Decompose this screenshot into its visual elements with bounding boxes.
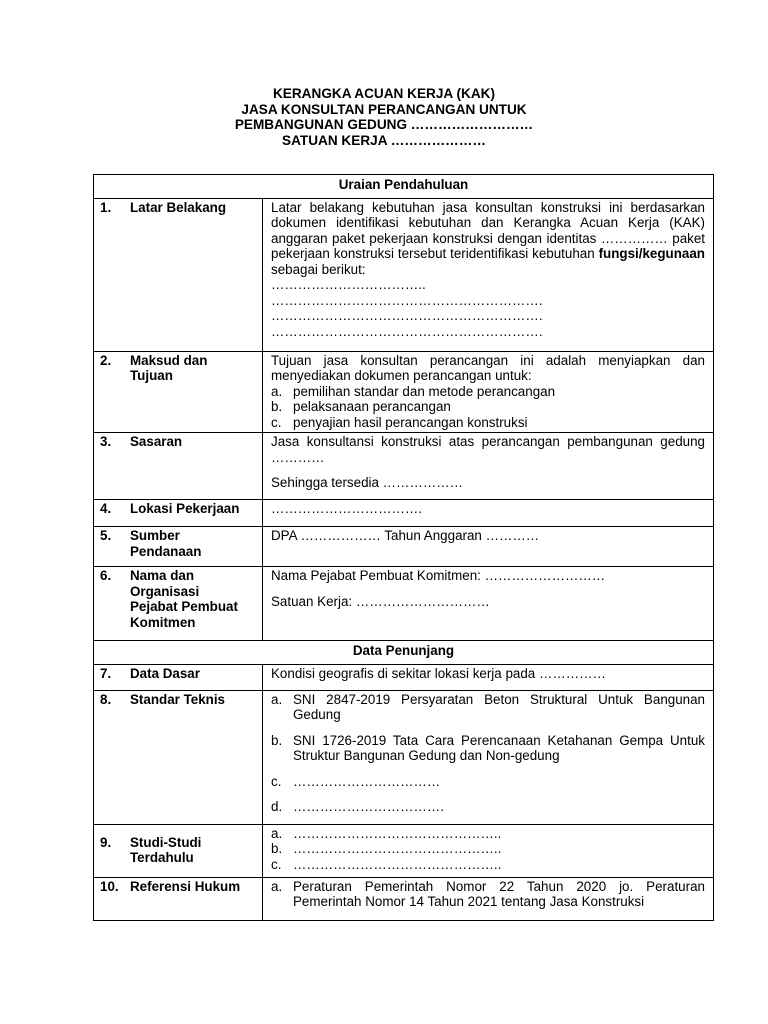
latar-belakang-text-b: sebagai berikut: [271,261,366,277]
dotted-line: ……………………………………………………. [271,308,543,323]
list-text: …………………………… [293,773,441,789]
standar-teknis-list [271,692,705,815]
row-label-cell [94,567,263,641]
row-label: Lokasi Pekerjaan [130,501,240,516]
list-marker: b. [271,399,283,414]
table-row-pejabat [94,567,714,641]
list-item [271,799,705,815]
row-content-cell [263,690,714,824]
row-label-line: Komitmen [130,614,196,630]
list-item [271,826,705,842]
row-label-cell [94,433,263,500]
fungsi-kegunaan-text: fungsi/kegunaan [598,246,705,261]
title-line-2: JASA KONSULTAN PERANCANGAN UNTUK [241,101,527,117]
list-marker: a. [271,383,283,399]
table-row-sumber-pendanaan [94,527,714,567]
sasaran-text: Jasa konsultansi konstruksi atas perancangan pembangunan gedung ………… [271,434,705,465]
latar-belakang-text-a: Latar belakang kebutuhan jasa konsultan konstruksi ini berdasarkan dokumen identifikasi kebutuhan dan Kerangka Acuan Kerja (KAK) anggaran paket pekerjaan konstruksi dengan identitas …………… paket pekerjaan konstruksi tersebut teridentifikasi kebutuhan [271,199,705,261]
row-label-cell [94,500,263,527]
row-content-cell [263,877,714,920]
row-label-cell [94,877,263,920]
data-dasar-text: Kondisi geografis di sekitar lokasi kerja pada …………… [271,665,606,681]
row-number: 6. [100,568,112,583]
row-label: Latar Belakang [130,199,227,215]
list-text: SNI 1726-2019 Tata Cara Perencanaan Ketahanan Gempa Untuk Struktur Bangunan Gedung dan Non-gedung [293,732,705,763]
list-text: ……………………………………….. [293,825,502,841]
dotted-line: ……………………………………………………. [271,292,543,308]
row-label-line: Studi-Studi [130,834,202,850]
list-item [271,774,705,790]
row-label-line: Sumber [130,528,180,543]
list-item [271,692,705,723]
row-number: 10. [100,878,119,894]
section-row-uraian [94,175,714,199]
row-label [130,353,260,384]
row-label-line: Pejabat Pembuat [130,599,238,614]
row-number: 3. [100,434,112,449]
list-text: pemilihan standar dan metode perancangan [293,383,556,399]
table-row-standar-teknis [94,690,714,824]
row-label-line: Nama dan [130,568,194,583]
row-label-cell [94,198,263,351]
row-content-cell [263,567,714,641]
row-label [130,835,260,866]
section-row-penunjang [94,641,714,665]
row-label [130,568,260,630]
list-text: ……………………………………….. [293,841,502,856]
row-label: Sasaran [130,434,183,449]
dotted-line: ……………………………………………………. [271,323,543,339]
sasaran-text-2: Sehingga tersedia ……………… [271,475,464,490]
row-number: 7. [100,665,112,681]
row-content-cell [263,351,714,433]
list-text: ……………………………………….. [293,856,502,872]
list-marker: a. [271,825,283,841]
row-label-line: Terdahulu [130,850,194,865]
title-line-4: SATUAN KERJA ………………… [282,132,486,148]
dotted-line: …………………………….. [271,277,426,292]
title-line-3: PEMBANGUNAN GEDUNG ……………………… [234,117,534,132]
table-row-lokasi [94,500,714,527]
row-number: 5. [100,528,112,543]
list-marker: c. [271,414,282,430]
title-line-1: KERANGKA ACUAN KERJA (KAK) [272,86,496,101]
row-label-cell [94,690,263,824]
row-content-cell [263,433,714,500]
list-item [271,841,705,857]
section-heading-penunjang: Data Penunjang [94,641,714,665]
table-row-maksud-tujuan [94,351,714,433]
document-title [0,86,768,148]
row-content-cell [263,198,714,351]
list-marker: a. [271,691,283,707]
list-item [271,384,705,400]
list-marker: b. [271,841,283,856]
list-item [271,399,705,415]
row-label-cell [94,527,263,567]
maksud-text: Tujuan jasa konsultan perancangan ini adalah menyiapkan dan menyediakan dokumen perancangan untuk: [271,352,705,383]
table-row-referensi-hukum [94,877,714,920]
row-number: 4. [100,501,112,516]
kak-table [93,174,714,921]
table-row-data-dasar [94,664,714,690]
row-label: Standar Teknis [130,691,226,707]
studi-list [271,826,705,873]
row-label-cell [94,664,263,690]
list-text: ……………………………. [293,799,445,814]
table-row-latar-belakang [94,198,714,351]
section-heading-uraian: Uraian Pendahuluan [94,175,714,199]
list-marker: d. [271,799,283,814]
list-item [271,415,705,431]
row-label: Data Dasar [130,665,200,681]
row-label-line: Tujuan [130,368,173,383]
row-label-line: Pendanaan [130,543,202,559]
row-number: 2. [100,352,112,368]
list-text: SNI 2847-2019 Persyaratan Beton Struktural Untuk Bangunan Gedung [293,691,705,722]
list-text: pelaksanaan perancangan [293,399,451,414]
row-number: 1. [100,199,112,215]
latar-belakang-text [271,200,705,278]
row-content-cell [263,500,714,527]
row-label-cell [94,824,263,877]
row-content-cell [263,527,714,567]
row-content-cell [263,824,714,877]
table-row-studi-terdahulu [94,824,714,877]
lokasi-text: ……………………………. [271,501,423,516]
row-number: 8. [100,691,112,707]
list-marker: c. [271,856,282,872]
row-label [130,528,260,559]
table-row-sasaran [94,433,714,500]
row-content-cell [263,664,714,690]
list-item [271,733,705,764]
list-marker: a. [271,878,283,894]
maksud-list [271,384,705,431]
list-text: Peraturan Pemerintah Nomor 22 Tahun 2020 jo. Peraturan Pemerintah Nomor 14 Tahun 2021 tentang Jasa Konstruksi [293,878,705,909]
sumber-pendanaan-text: DPA ……………… Tahun Anggaran ………… [271,528,540,543]
list-marker: b. [271,732,283,748]
list-text: penyajian hasil perancangan konstruksi [293,414,528,430]
row-label-line: Organisasi [130,583,200,599]
row-number: 9. [100,834,112,850]
pejabat-text: Nama Pejabat Pembuat Komitmen: ……………………… [271,568,606,583]
list-item [271,879,705,910]
satuan-kerja-text: Satuan Kerja: ………………………… [271,593,490,609]
row-label-line: Maksud dan [130,352,208,368]
list-item [271,857,705,873]
referensi-list [271,879,705,910]
row-label-cell [94,351,263,433]
list-marker: c. [271,773,282,789]
row-label: Referensi Hukum [130,878,241,894]
